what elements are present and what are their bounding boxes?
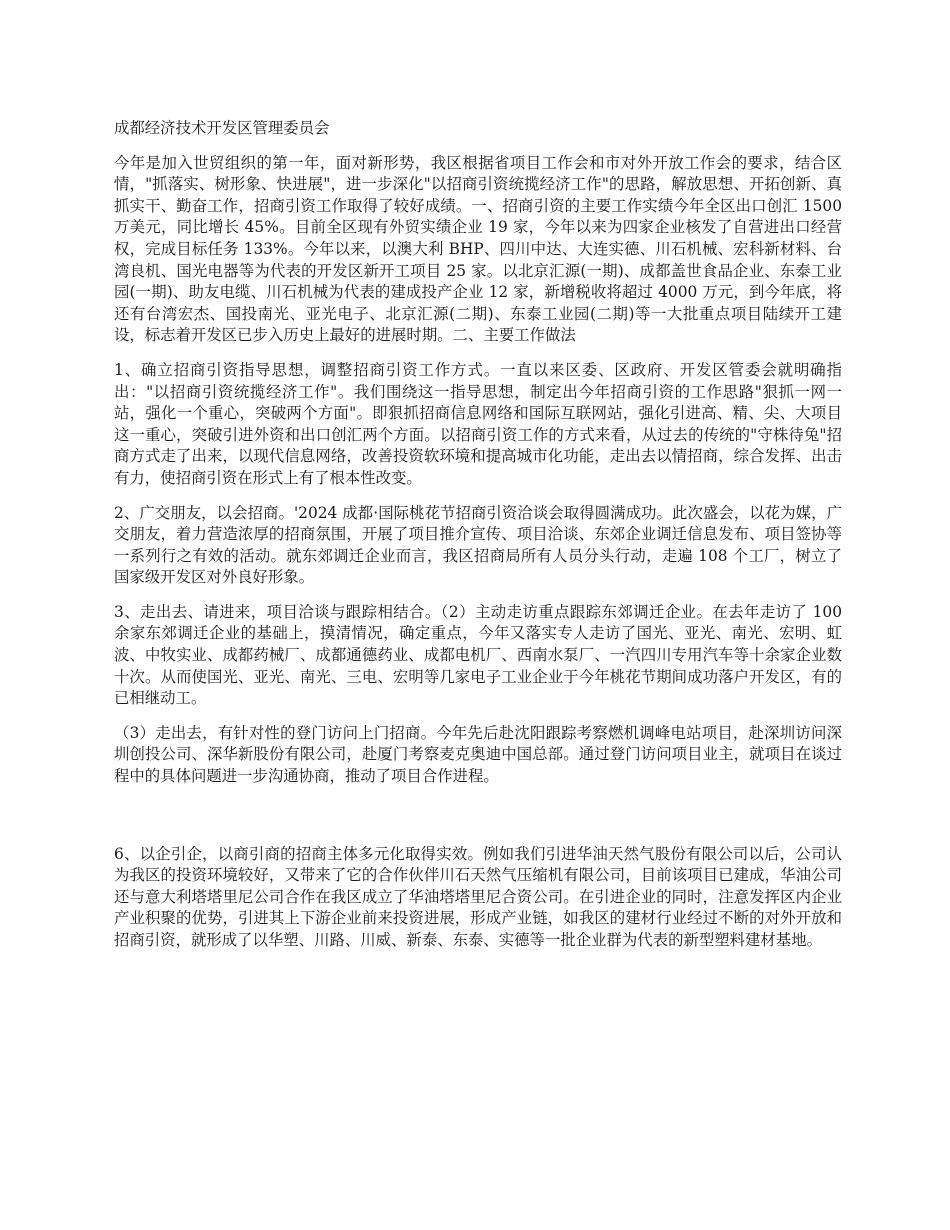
document-title: 成都经济技术开发区管理委员会 (114, 119, 330, 137)
paragraph-section-2: 2、广交朋友，以会招商。'2024 成都·国际桃花节招商引资洽谈会取得圆满成功。此次盛会，以花为媒，广交朋友，着力营造浓厚的招商氛围，开展了项目推介宣传、项目洽谈、东郊企业调迁信息发布、项目签协等一系列行之有效的活动。就东郊调迁企业而言，我区招商局所有人员分头行动，走遍 108 个工厂，树立了国家级开发区对外良好形象。 (114, 503, 842, 587)
paragraph-intro: 今年是加入世贸组织的第一年，面对新形势，我区根据省项目工作会和市对外开放工作会的要求，结合区情，"抓落实、树形象、快进展"，进一步深化"以招商引资统揽经济工作"的思路，解放思想、开拓创新、真抓实干、勤奋工作，招商引资工作取得了较好成绩。一、招商引资的主要工作实绩今年全区出口创汇 1500 万美元，同比增长 45%。目前全区现有外贸实绩企业 19 家，今年以来为四家企业核发了自营进出口经营权，完成目标任务 133%。今年以来，以澳大利 BHP、四川中达、大连实德、川石机械、宏科新材料、台湾良机、国光电器等为代表的开发区新开工项目 25 家。以北京汇源(一期)、成都盖世食品企业、东泰工业园(一期)、助友电缆、川石机械为代表的建成投产企业 12 家，新增税收将超过 4000 万元，到今年底，将还有台湾宏杰、国投南光、亚光电子、北京汇源(二期)、东泰工业园(二期)等一大批重点项目陆续开工建设，标志着开发区已步入历史上最好的进展时期。二、主要工作做法 (114, 153, 842, 345)
paragraph-section-1: 1、确立招商引资指导思想，调整招商引资工作方式。一直以来区委、区政府、开发区管委会就明确指出："以招商引资统揽经济工作"。我们围绕这一指导思想，制定出今年招商引资的工作思路"狠抓一网一站，强化一个重心，突破两个方面"。即狠抓招商信息网络和国际互联网站，强化引进高、精、尖、大项目这一重心，突破引进外资和出口创汇两个方面。以招商引资工作的方式来看，从过去的传统的"守株待兔"招商方式走了出来，以现代信息网络，改善投资软环境和提高城市化功能，走出去以情招商，综合发挥、出击有力，使招商引资在形式上有了根本性改变。 (114, 360, 842, 487)
paragraph-section-6: 6、以企引企，以商引商的招商主体多元化取得实效。例如我们引进华油天然气股份有限公司以后，公司认为我区的投资环境较好，又带来了它的合作伙伴川石天然气压缩机有限公司，目前该项目已建成，华油公司还与意大利塔塔里尼公司合作在我区成立了华油塔塔里尼合资公司。在引进企业的同时，注意发挥区内企业产业积聚的优势，引进其上下游企业前来投资进展，形成产业链，如我区的建材行业经过不断的对外开放和招商引资，就形成了以华塑、川路、川威、新泰、东泰、实德等一批企业群为代表的新型塑料建材基地。 (114, 844, 842, 949)
paragraph-section-3-sub: （3）走出去，有针对性的登门访问上门招商。今年先后赴沈阳跟踪考察燃机调峰电站项目，赴深圳访问深圳创投公司、深华新股份有限公司，赴厦门考察麦克奥迪中国总部。通过登门访问项目业主，就项目在谈过程中的具体问题进一步沟通协商，推动了项目合作进程。 (114, 723, 842, 786)
paragraph-section-3: 3、走出去、请进来，项目洽谈与跟踪相结合。（2）主动走访重点跟踪东郊调迁企业。在去年走访了 100 余家东郊调迁企业的基础上，摸清情况，确定重点，今年又落实专人走访了国光、亚光、南光、宏明、虹波、中牧实业、成都药械厂、成都通德药业、成都电机厂、西南水泵厂、一汽四川专用汽车等十余家企业数十次。从而使国光、亚光、南光、三电、宏明等几家电子工业企业于今年桃花节期间成功落户开发区，有的已相继动工。 (114, 602, 842, 708)
document-page (114, 118, 842, 965)
